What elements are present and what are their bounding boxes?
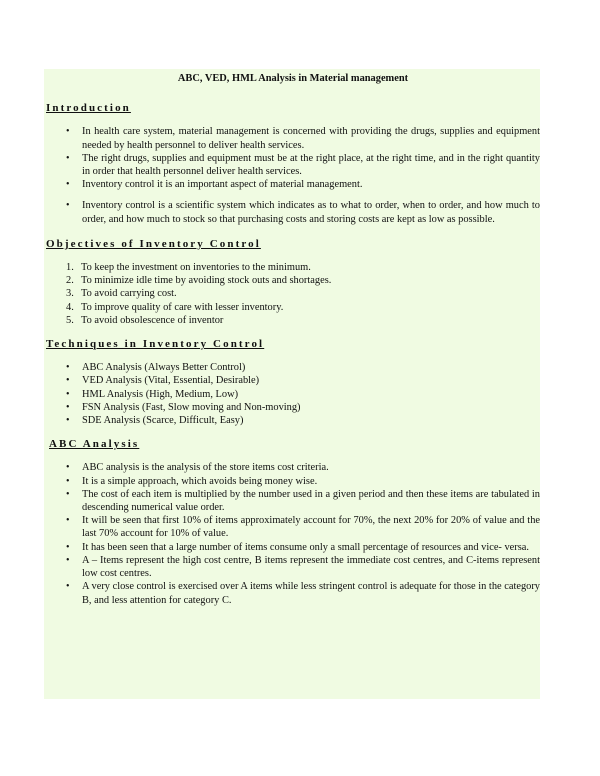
introduction-heading: Introduction	[46, 102, 131, 115]
list-item: • It will be seen that first 10% of items approximately account for 70%, the next 20% for 20% of value and the last 70% account for 10% of value.	[46, 514, 540, 540]
list-item: • Inventory control it is an important aspect of material management.	[46, 178, 540, 191]
list-item: • The right drugs, supplies and equipment must be at the right place, at the right time, and in the right quantity in order that health personnel deliver health services.	[46, 152, 540, 178]
introduction-list	[46, 125, 540, 225]
techniques-heading: Techniques in Inventory Control	[46, 338, 265, 351]
list-item: • In health care system, material management is concerned with providing the drugs, supplies and equipment needed by health personnel to deliver health services.	[46, 125, 540, 151]
list-item: • It has been seen that a large number of items consume only a small percentage of resources and vice- versa.	[46, 541, 540, 554]
list-item: • The cost of each item is multiplied by the number used in a given period and then these items are tabulated in descending numerical value order.	[46, 488, 540, 514]
list-item: • A – Items represent the high cost centre, B items represent the immediate cost centres, and C-items represent low cost centres.	[46, 554, 540, 580]
document-title: ABC, VED, HML Analysis in Material management	[177, 73, 409, 84]
document-content	[46, 72, 540, 607]
list-item: • SDE Analysis (Scarce, Difficult, Easy)	[46, 414, 540, 427]
list-item: • HML Analysis (High, Medium, Low)	[46, 388, 540, 401]
list-item: • It is a simple approach, which avoids being money wise.	[46, 475, 540, 488]
techniques-list	[46, 361, 540, 427]
list-item: 5. To avoid obsolescence of inventor	[66, 314, 224, 326]
abc-analysis-list	[46, 461, 540, 606]
list-item: • FSN Analysis (Fast, Slow moving and Non-moving)	[46, 401, 540, 414]
list-item: • ABC Analysis (Always Better Control)	[46, 361, 540, 374]
abc-analysis-heading: ABC Analysis	[49, 438, 140, 451]
list-item: 2. To minimize idle time by avoiding stock outs and shortages.	[66, 275, 332, 287]
list-item: • Inventory control is a scientific system which indicates as to what to order, when to order, and how much to order, and how much to stock so that purchasing costs and storing costs are kept as low as possible.	[46, 199, 540, 225]
list-item: • VED Analysis (Vital, Essential, Desirable)	[46, 374, 540, 387]
list-item: 4. To improve quality of care with lesser inventory.	[66, 301, 284, 313]
list-item: 3. To avoid carrying cost.	[66, 288, 177, 300]
objectives-list	[46, 261, 540, 327]
objectives-heading: Objectives of Inventory Control	[46, 237, 261, 250]
list-item: 1. To keep the investment on inventories to the minimum.	[66, 262, 311, 274]
list-item: • ABC analysis is the analysis of the store items cost criteria.	[46, 461, 540, 474]
list-item: • A very close control is exercised over A items while less stringent control is adequate for those in the category B, and less attention for category C.	[46, 580, 540, 606]
